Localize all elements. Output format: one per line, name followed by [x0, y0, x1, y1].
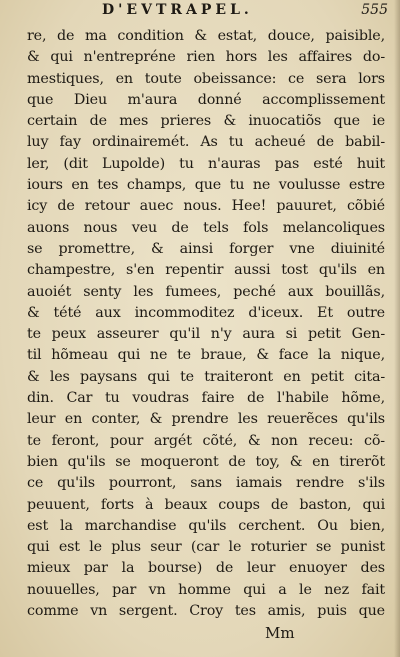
text-line: que Dieu m'aura donné accomplissement	[27, 91, 385, 108]
page-number: 555	[361, 2, 388, 18]
text-line: & tété aux incommoditez d'iceux. Et outre	[27, 304, 385, 321]
text-line: bien qu'ils se moqueront de toy, & en tirerõt	[27, 453, 385, 470]
text-line: te peux asseurer qu'il n'y aura si petit Gen-	[27, 326, 385, 343]
text-line: iours en tes champs, que tu ne voulusse estre	[27, 177, 385, 194]
text-line: & les paysans qui te traiteront en petit cita-	[27, 368, 385, 385]
text-line: & qui n'entrepréne rien hors les affaires do-	[27, 49, 385, 66]
text-line: re, de ma condition & estat, douce, paisible,	[27, 28, 385, 44]
page-edge-shadow	[394, 0, 400, 657]
text-line: champestre, s'en repentir aussi tost qu'ils en	[27, 262, 385, 279]
text-line: ler, (dit Lupolde) tu n'auras pas esté huit	[27, 155, 385, 172]
page-header	[0, 2, 400, 22]
text-line: din. Car tu voudras faire de l'habile hõme,	[27, 390, 385, 407]
signature-mark: Mm	[265, 624, 295, 642]
text-line: est la marchandise qu'ils cerchent. Ou bien,	[27, 517, 385, 534]
text-line: te feront, pour argét cõté, & non receu: cõ-	[27, 432, 385, 449]
text-line: icy de retour auec nous. Hee! pauuret, cõbié	[27, 198, 385, 215]
text-line: mieux par la bourse) de leur enuoyer des	[27, 560, 385, 577]
text-line: certain de mes prieres & inuocatiõs que ie	[27, 113, 385, 130]
text-line: auons nous veu de tels fols melancoliques	[27, 219, 385, 236]
text-block	[27, 26, 385, 622]
running-title: D'EVTRAPEL.	[102, 2, 253, 18]
text-line: luy fay ordinairemét. As tu acheué de babil-	[27, 134, 385, 151]
text-line: peuuent, forts à beaux coups de baston, qui	[27, 496, 385, 513]
text-line: mestiques, en toute obeissance: ce sera lors	[27, 70, 385, 87]
text-line: nouuelles, par vn homme qui a le nez fait	[27, 581, 385, 598]
text-line: qui est le plus seur (car le roturier se punist	[27, 539, 385, 556]
text-line: se promettre, & ainsi forger vne diuinité	[27, 240, 385, 257]
text-line: ce qu'ils pourront, sans iamais rendre s'ils	[27, 475, 385, 492]
text-line: auoiét senty les fumees, peché aux bouillãs,	[27, 283, 385, 300]
text-line: comme vn sergent. Croy tes amis, puis que	[27, 603, 385, 620]
text-line: til hõmeau qui ne te braue, & face la nique,	[27, 347, 385, 364]
text-line: leur en conter, & prendre les reuerẽces qu'ils	[27, 411, 385, 428]
